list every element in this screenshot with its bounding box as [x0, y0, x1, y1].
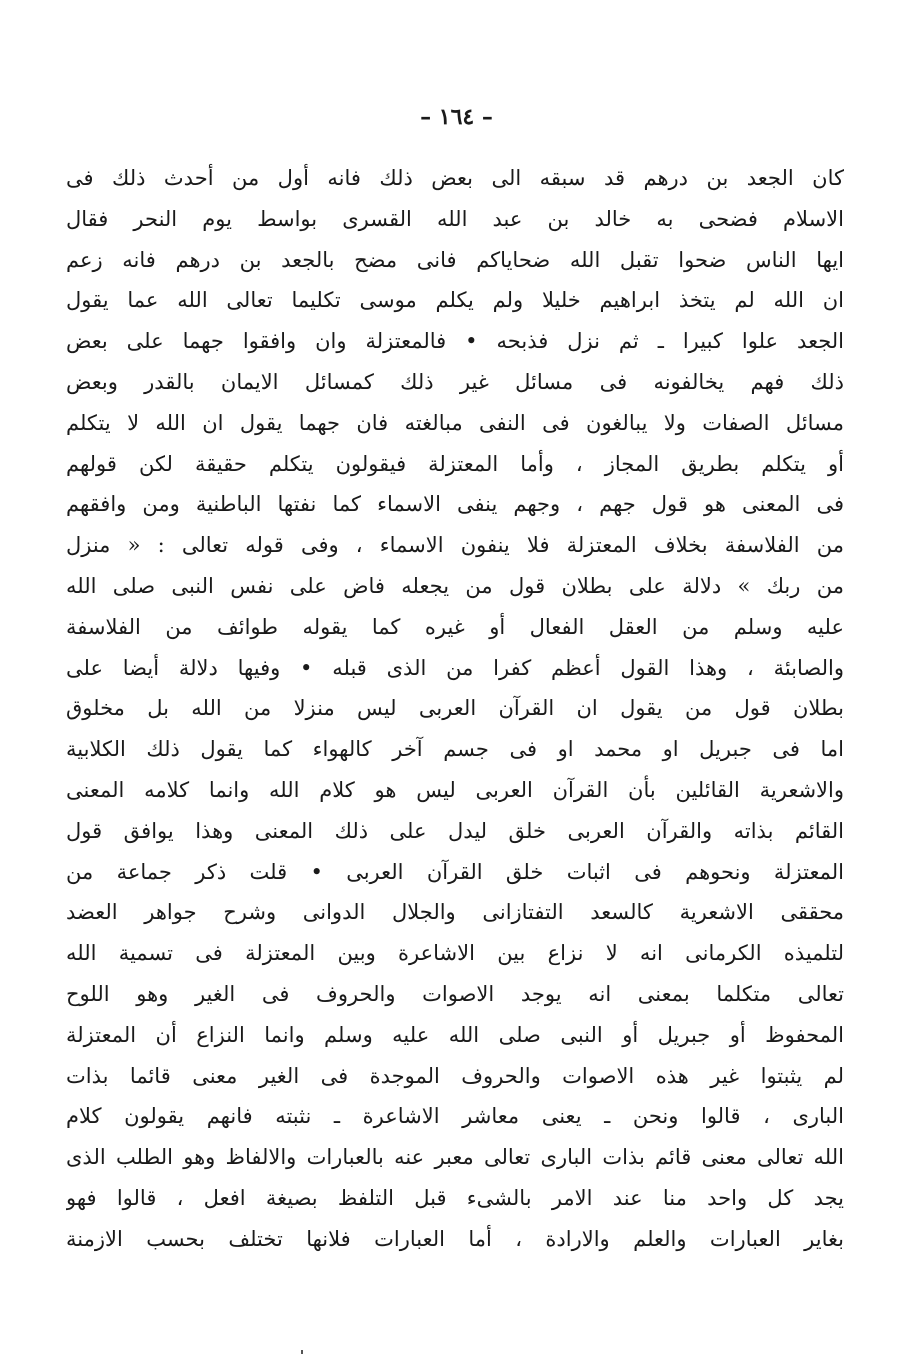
text-line-4: ان الله لم يتخذ ابراهيم خليلا ولم يكلم موسى تكليما تعالى الله عما يقول — [66, 288, 844, 313]
text-line-26: يجد كل واحد منا عند الامر بالشىء قبل التلفظ بصيغة افعل ، قالوا فهو — [66, 1185, 844, 1210]
text-line-8: أو يتكلم بطريق المجاز ، وأما المعتزلة فيقولون يتكلم حقيقة لكن قولهم — [66, 451, 844, 476]
text-line-20: لتلميذه الكرمانى انه لا نزاع بين الاشاعرة وبين المعتزلة فى تسمية الله — [66, 941, 844, 966]
text-line-9: فى المعنى هو قول جهم ، وجهم ينفى الاسماء كما نفتها الباطنية ومن وافقهم — [66, 492, 844, 517]
text-line-17: القائم بذاته والقرآن العربى خلق ليدل على ذلك المعنى وهذا يوافق قول — [66, 818, 844, 843]
text-line-12: عليه وسلم من العقل الفعال أو غيره كما يقوله طوائف من الفلاسفة — [66, 614, 844, 639]
text-line-3: ايها الناس ضحوا تقبل الله ضحاياكم فانى مضح بالجعد بن درهم فانه زعم — [66, 247, 844, 272]
text-line-15: اما فى جبريل او محمد او فى جسم آخر كالهواء كما يقول ذلك الكلابية — [66, 737, 844, 762]
text-line-23: لم يثبتوا غير هذه الاصوات والحروف الموجدة فى الغير معنى قائما بذات — [66, 1063, 844, 1088]
text-line-19: محققى الاشعرية كالسعد التفتازانى والجلال الدوانى وشرح جواهر العضد — [66, 900, 844, 925]
text-line-5: الجعد علوا كبيرا ـ ثم نزل فذبحه • فالمعتزلة وان وافقوا جهما على بعض — [66, 329, 844, 354]
text-line-1: كان الجعد بن درهم قد سبقه الى بعض ذلك فانه أول من أحدث ذلك فى — [66, 166, 844, 190]
page-number: – ١٦٤ – — [420, 104, 493, 130]
ink-speck — [301, 1350, 303, 1354]
text-line-11: من ربك » دلالة على بطلان قول من يجعله فاض على نفس النبى صلى الله — [66, 573, 844, 598]
text-line-6: ذلك فهم يخالفونه فى مسائل غير ذلك كمسائل الايمان بالقدر وبعض — [66, 369, 844, 394]
text-line-14: بطلان قول من يقول ان القرآن العربى ليس منزلا من الله بل مخلوق — [66, 696, 844, 721]
text-line-21: تعالى متكلما بمعنى انه يوجد الاصوات والحروف فى الغير وهو اللوح — [66, 981, 844, 1006]
text-line-7: مسائل الصفات ولا يبالغون فى النفى مبالغته فان جهما يقول ان الله لا يتكلم — [66, 410, 844, 435]
text-line-24: البارى ، قالوا ونحن ـ يعنى معاشر الاشاعرة ـ نثبته فانهم يقولون كلام — [66, 1104, 844, 1129]
text-line-22: المحفوظ أو جبريل أو النبى صلى الله عليه وسلم وانما النزاع أن المعتزلة — [66, 1022, 844, 1047]
text-line-10: من الفلاسفة بخلاف المعتزلة فلا ينفون الاسماء ، وفى قوله تعالى : « منزل — [66, 533, 844, 558]
text-line-16: والاشعرية القائلين بأن القرآن العربى ليس هو كلام الله وانما كلامه المعنى — [66, 777, 844, 802]
text-line-2: الاسلام فضحى به خالد بن عبد الله القسرى بواسط يوم النحر فقال — [66, 206, 844, 231]
text-line-27: بغاير العبارات والعلم والارادة ، أما العبارات فلانها تختلف بحسب الازمنة — [66, 1226, 844, 1251]
text-line-25: الله تعالى معنى قائم بذات البارى تعالى معبر عنه بالعبارات والالفاظ وهو الطلب الذى — [66, 1145, 844, 1170]
text-line-18: المعتزلة ونحوهم فى اثبات خلق القرآن العربى • قلت ذكر جماعة من — [66, 859, 844, 884]
body-text — [66, 158, 844, 1260]
text-line-13: والصابئة ، وهذا القول أعظم كفرا من الذى قبله • وفيها دلالة أيضا على — [66, 655, 844, 680]
